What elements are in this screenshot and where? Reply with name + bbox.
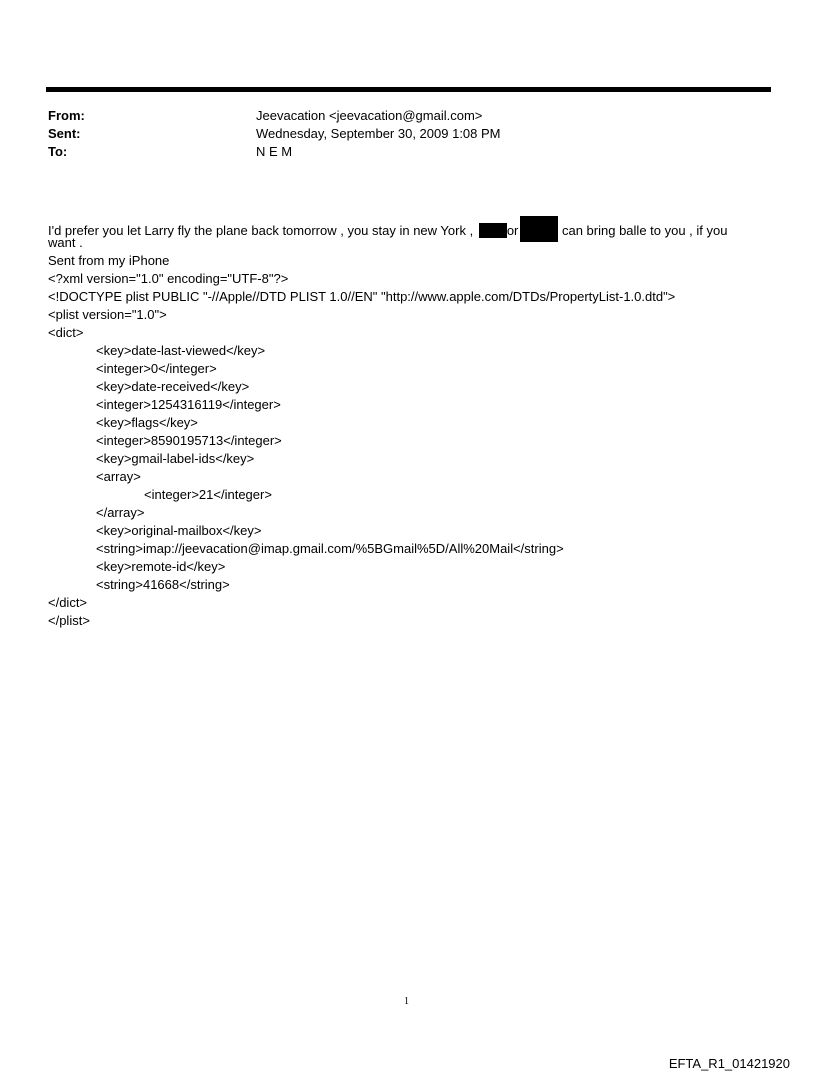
plist-line: <string>41668</string>: [96, 577, 230, 592]
plist-line: <key>date-received</key>: [96, 379, 250, 394]
message-text-c: can bring balle to you , if you: [558, 223, 728, 238]
plist-line: <integer>21</integer>: [144, 487, 272, 502]
redaction-box: [479, 223, 507, 238]
from-value: Jeevacation <jeevacation@gmail.com>: [256, 108, 483, 123]
plist-line: <plist version="1.0">: [48, 307, 167, 322]
message-line-2: want .: [48, 235, 83, 250]
message-text-a: I'd prefer you let Larry fly the plane back tomorrow , you stay in new York ,: [48, 223, 477, 238]
plist-line: <string>imap://jeevacation@imap.gmail.com/%5BGmail%5D/All%20Mail</string>: [96, 541, 564, 556]
plist-line: <!DOCTYPE plist PUBLIC "-//Apple//DTD PLIST 1.0//EN" "http://www.apple.com/DTDs/PropertyList-1.0.dtd">: [48, 289, 676, 304]
sent-label: Sent:: [48, 126, 81, 141]
plist-line: <key>original-mailbox</key>: [96, 523, 262, 538]
bates-number: EFTA_R1_01421920: [668, 1056, 790, 1071]
message-text-b: or: [506, 223, 519, 238]
plist-line: <?xml version="1.0" encoding="UTF-8"?>: [48, 271, 289, 286]
to-label: To:: [48, 144, 68, 159]
plist-line: </dict>: [48, 595, 88, 610]
plist-line: </array>: [96, 505, 145, 520]
plist-line: <integer>8590195713</integer>: [96, 433, 282, 448]
message-line-1: [48, 216, 728, 238]
sent-value: Wednesday, September 30, 2009 1:08 PM: [256, 126, 501, 141]
plist-line: <key>remote-id</key>: [96, 559, 226, 574]
header-rule: [46, 87, 771, 92]
plist-line: <integer>0</integer>: [96, 361, 217, 376]
plist-line: <dict>: [48, 325, 84, 340]
plist-line: <key>flags</key>: [96, 415, 198, 430]
page-number: 1: [404, 996, 409, 1007]
signature-line: Sent from my iPhone: [48, 253, 170, 268]
redaction-box: [520, 216, 558, 242]
plist-line: <key>gmail-label-ids</key>: [96, 451, 255, 466]
to-value: N E M: [256, 144, 293, 159]
from-label: From:: [48, 108, 85, 123]
plist-line: <key>date-last-viewed</key>: [96, 343, 266, 358]
plist-line: </plist>: [48, 613, 90, 628]
plist-line: <integer>1254316119</integer>: [96, 397, 281, 412]
plist-line: <array>: [96, 469, 141, 484]
